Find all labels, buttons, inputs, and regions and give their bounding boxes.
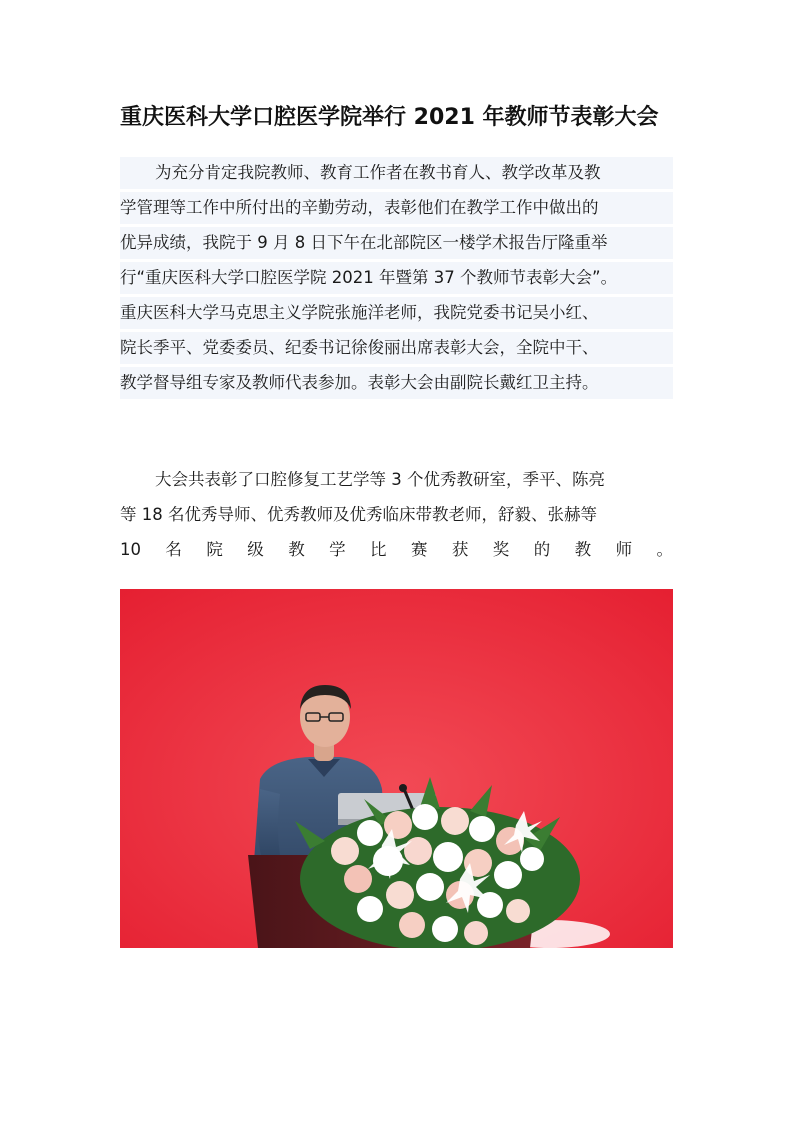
paragraph-line: 为充分肯定我院教师、教育工作者在教书育人、教学改革及教 (120, 157, 673, 189)
word: 教 (288, 540, 305, 559)
word: 院 (206, 540, 223, 559)
word: 师 (615, 540, 633, 559)
paragraph-line: 等 18 名优秀导师、优秀教师及优秀临床带教老师，舒毅、张赫等 (120, 505, 597, 524)
paragraph-last-line (120, 534, 673, 566)
word: 教 (574, 540, 592, 559)
event-photo (120, 589, 673, 948)
paragraph-2 (120, 464, 673, 566)
word: 级 (247, 540, 264, 559)
speaker-at-podium-illustration (120, 589, 673, 948)
word: 名 (165, 540, 182, 559)
word: 赛 (410, 540, 428, 559)
paragraph-1 (120, 157, 673, 402)
paragraph-line: 行“重庆医科大学口腔医学院 2021 年暨第 37 个教师节表彰大会”。 (120, 262, 673, 294)
speaker-arm (257, 789, 280, 859)
word: 的 (533, 540, 551, 559)
paragraph-line: 院长季平、党委委员、纪委书记徐俊丽出席表彰大会，全院中干、 (120, 332, 673, 364)
word: 获 (451, 540, 469, 559)
word: 学 (329, 540, 346, 559)
word: 10 (120, 540, 141, 559)
paragraph-line: 学管理等工作中所付出的辛勤劳动，表彰他们在教学工作中做出的 (120, 192, 673, 224)
word: 。 (656, 540, 673, 559)
paragraph-line: 大会共表彰了口腔修复工艺学等 3 个优秀教研室，季平、陈亮 (155, 470, 605, 489)
page-title: 重庆医科大学口腔医学院举行 2021 年教师节表彰大会 (120, 105, 659, 130)
microphone-head (399, 784, 407, 792)
paragraph-line: 优异成绩，我院于 9 月 8 日下午在北部院区一楼学术报告厅隆重举 (120, 227, 673, 259)
word: 奖 (492, 540, 510, 559)
paragraph-line: 教学督导组专家及教师代表参加。表彰大会由副院长戴红卫主持。 (120, 367, 673, 399)
word: 比 (370, 540, 387, 559)
paragraph-line: 重庆医科大学马克思主义学院张施洋老师，我院党委书记吴小红、 (120, 297, 673, 329)
